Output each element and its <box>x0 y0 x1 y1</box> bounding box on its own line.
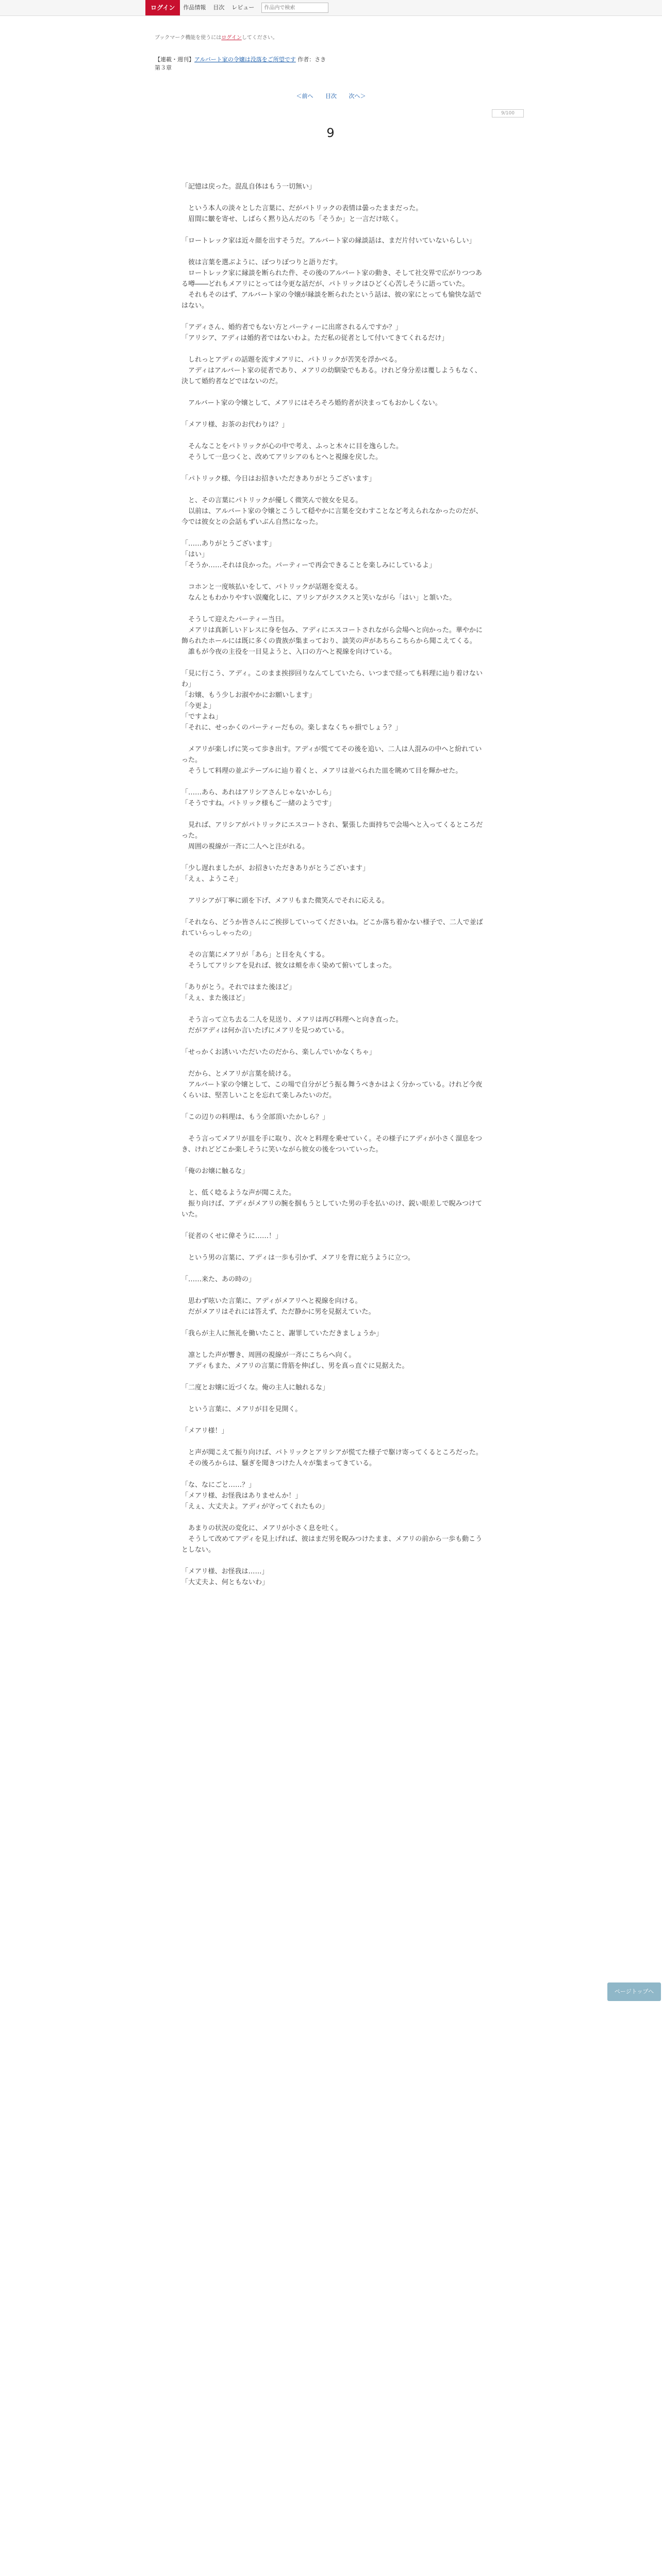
body-paragraph: 「それなら、どうか皆さんにご挨拶していってくださいね。どこか落ち着かない様子で、二人で並ばれていらっしゃったの」 <box>181 919 483 937</box>
page-top-button[interactable]: ページトップへ <box>607 1982 661 2001</box>
body-paragraph: そんなことをパトリックが心の中で考え、ふっと木々に目を逸らした。 そうして一息つくと、改めてアリシアのもとへと視線を戻した。 <box>188 443 403 461</box>
novel-header <box>155 56 516 72</box>
body-paragraph: あまりの状況の変化に、メアリが小さく息を吐く。 そうして改めてアディを見上げれば、彼はまだ男を睨みつけたまま、メアリの前から一歩も動こうとしない。 <box>181 1524 483 1554</box>
series-tag: 【連載・週刊】 <box>155 56 194 63</box>
body-paragraph: アルバート家の令嬢として、メアリにはそろそろ婚約者が決まってもおかしくない。 <box>181 399 442 407</box>
body-paragraph: 見れば、アリシアがパトリックにエスコートされ、緊張した面持ちで会場へと入ってくるところだった。 周囲の視線が一斉に二人へと注がれる。 <box>181 821 483 851</box>
body-paragraph: 「せっかくお誘いいただいたのだから、楽しんでいかなくちゃ」 <box>181 1048 376 1056</box>
title-row <box>155 56 516 64</box>
episode-number: 9 <box>326 126 336 140</box>
body-paragraph: 彼は言葉を選ぶように、ぽつりぽつりと語りだす。 ロートレック家に縁談を断られた件、その後のアルバート家の動き、そして社交界で広がりつつある噂――どれもメアリにとっては今更な話だが、パトリックはひどく心苦しそうに語っていた。 それもそのはず、アルバート家の令嬢が縁談を断られたという話は、彼の家にとっても愉快な話ではない。 <box>181 259 482 310</box>
body-paragraph: 「メアリ様！」 <box>181 1427 228 1435</box>
notice-prefix: ブックマーク機能を使うには <box>155 35 222 41</box>
body-paragraph: 凛とした声が響き、周囲の視線が一斉にこちらへ向く。 アディもまた、メアリの言葉に背筋を伸ばし、男を真っ直ぐに見据えた。 <box>188 1351 409 1370</box>
body-paragraph: 「メアリ様、お茶のお代わりは？」 <box>181 421 289 429</box>
body-paragraph: 「ロートレック家は近々顔を出すそうだ。アルバート家の縁談話は、まだ片付いていないらしい」 <box>181 237 476 245</box>
body-paragraph: 「パトリック様、今日はお招きいただきありがとうございます」 <box>181 475 376 483</box>
body-paragraph: 「……あら、あれはアリシアさんじゃないかしら」 「そうですね。パトリック様もご一緒のようです」 <box>181 789 336 807</box>
body-paragraph: 「……ありがとうございます」 「はい」 「そうか……それは良かった。パーティーで再会できることを楽しみにしているよ」 <box>181 540 436 569</box>
chapter-label: 第３章 <box>155 64 172 71</box>
next-link[interactable]: 次へ＞ <box>349 93 366 99</box>
body-paragraph: そう言ってメアリが皿を手に取り、次々と料理を乗せていく。その様子にアディが小さく溜息をつき、けれどどこか楽しそうに笑いながら彼女の後をついていった。 <box>181 1135 483 1154</box>
body-paragraph: 「少し遅れましたが、お招きいただきありがとうございます」 「えぇ、ようこそ」 <box>181 865 370 883</box>
novel-body <box>181 181 486 1599</box>
login-button[interactable]: ログイン <box>145 0 180 15</box>
body-paragraph: 「アディさん、婚約者でもない方とパーティーに出席されるんですか？」 「アリシア、アディは婚約者ではないわよ。ただ私の従者として付いてきてくれるだけ」 <box>181 324 449 342</box>
body-paragraph: アリシアが丁寧に頭を下げ、メアリもまた微笑んでそれに応える。 <box>181 897 389 905</box>
author-name[interactable]: さき <box>315 56 326 63</box>
body-paragraph: しれっとアディの話題を流すメアリに、パトリックが苦笑を浮かべる。 アディはアルバート家の従者であり、メアリの幼馴染でもある。けれど身分差は覆しようもなく、決して婚約者などではないのだ。 <box>181 356 482 385</box>
body-paragraph: 「俺のお嬢に触るな」 <box>181 1167 249 1175</box>
body-paragraph: コホンと一度咳払いをして、パトリックが話題を変える。 なんともわかりやすい誤魔化しに、アリシアがクスクスと笑いながら「はい」と頷いた。 <box>188 583 456 602</box>
body-paragraph: 「見に行こう、アディ。このまま挨拶回りなんてしていたら、いつまで経っても料理に辿り着けないわ」 「お嬢、もう少しお淑やかにお願いします」 「今更よ」 「ですよね」 「それに、せっかくのパーティーだもの。楽しまなくちゃ損でしょう？」 <box>181 670 483 732</box>
body-paragraph: 「な、なにごと……？」 「メアリ様、お怪我はありませんか！」 「えぇ、大丈夫よ。アディが守ってくれたもの」 <box>181 1481 328 1511</box>
body-paragraph: 「この辺りの料理は、もう全部頂いたかしら？」 <box>181 1113 329 1121</box>
body-paragraph: そう言って立ち去る二人を見送り、メアリは再び料理へと向き直った。 だがアディは何か言いたげにメアリを見つめている。 <box>188 1016 403 1035</box>
page-indicator: 9/100 <box>492 109 524 117</box>
body-paragraph: 思わず呟いた言葉に、アディがメアリへと視線を向ける。 だがメアリはそれには答えず、ただ静かに男を見据えていた。 <box>188 1297 375 1316</box>
notice-login-link[interactable]: ログイン <box>221 35 242 41</box>
body-paragraph: と、低く唸るような声が聞こえた。 振り向けば、アディがメアリの腕を掴もうとしていた男の手を払いのけ、鋭い眼差しで睨みつけていた。 <box>181 1189 483 1218</box>
body-paragraph: 「二度とお嬢に近づくな。俺の主人に触れるな」 <box>181 1384 329 1392</box>
body-paragraph: 「我らが主人に無礼を働いたこと、謝罪していただきましょうか」 <box>181 1330 383 1337</box>
body-paragraph: だから、とメアリが言葉を続ける。 アルバート家の令嬢として、この場で自分がどう振る舞うべきかはよく分かっている。けれど今夜くらいは、堅苦しいことを忘れて楽しみたいのだ。 <box>181 1070 483 1099</box>
body-paragraph: 「記憶は戻った。混乱自体はもう一切無い」 <box>181 183 316 191</box>
top-bar-inner <box>145 0 328 15</box>
nav-review-link[interactable]: レビュー <box>231 4 255 11</box>
body-paragraph: と声が聞こえて振り向けば、パトリックとアリシアが慌てた様子で駆け寄ってくるところだった。 その後ろからは、騒ぎを聞きつけた人々が集まってきている。 <box>188 1449 483 1467</box>
top-bar <box>0 0 662 16</box>
body-paragraph: 「……来た、あの時の」 <box>181 1276 256 1283</box>
nav-info-link[interactable]: 作品情報 <box>183 4 206 11</box>
bookmark-notice <box>155 33 278 41</box>
body-paragraph: 「従者のくせに偉そうに……！」 <box>181 1232 283 1240</box>
author-label: 作者： <box>297 56 315 63</box>
body-paragraph: という男の言葉に、アディは一歩も引かず、メアリを背に庇うように立つ。 <box>181 1254 415 1262</box>
toc-link[interactable]: 目次 <box>325 93 337 99</box>
body-paragraph: という本人の淡々とした言葉に、だがパトリックの表情は曇ったままだった。 眉間に皺を寄せ、しばらく黙り込んだのち「そうか」と一言だけ呟く。 <box>188 205 423 223</box>
prev-link[interactable]: ＜前へ <box>296 93 313 99</box>
body-paragraph: メアリが楽しげに笑って歩き出す。アディが慌ててその後を追い、二人は人混みの中へと紛れていった。 そうして料理の並ぶテーブルに辿り着くと、メアリは並べられた皿を眺めて目を輝かせた。 <box>181 745 482 775</box>
notice-suffix: してください。 <box>241 35 278 41</box>
nav-toc-link[interactable]: 目次 <box>213 4 225 11</box>
search-input[interactable] <box>261 3 328 13</box>
body-paragraph: 「メアリ様、お怪我は……」 「大丈夫よ、何ともないわ」 <box>181 1568 269 1586</box>
body-paragraph: その言葉にメアリが「あら」と目を丸くする。 そうしてアリシアを見れば、彼女は頬を赤く染めて俯いてしまった。 <box>188 951 396 970</box>
novel-title-link[interactable]: アルバート家の令嬢は没落をご所望です <box>194 56 296 63</box>
body-paragraph: そうして迎えたパーティー当日。 メアリは真新しいドレスに身を包み、アディにエスコートされながら会場へと向かった。華やかに飾られたホールには既に多くの貴族が集まっており、談笑の声があちらこちらから聞こえてくる。 誰もが今夜の主役を一目見ようと、入口の方へと視線を向けている。 <box>181 616 483 656</box>
body-paragraph: 「ありがとう。それではまた後ほど」 「えぇ、また後ほど」 <box>181 984 296 1002</box>
pager-top <box>0 92 662 100</box>
body-paragraph: という言葉に、メアリが目を見開く。 <box>181 1405 302 1413</box>
body-paragraph: と、その言葉にパトリックが優しく微笑んで彼女を見る。 以前は、アルバート家の令嬢とこうして穏やかに言葉を交わすことなど考えられなかったのだが、今では彼女との会話もずいぶん自然になった。 <box>181 497 483 526</box>
